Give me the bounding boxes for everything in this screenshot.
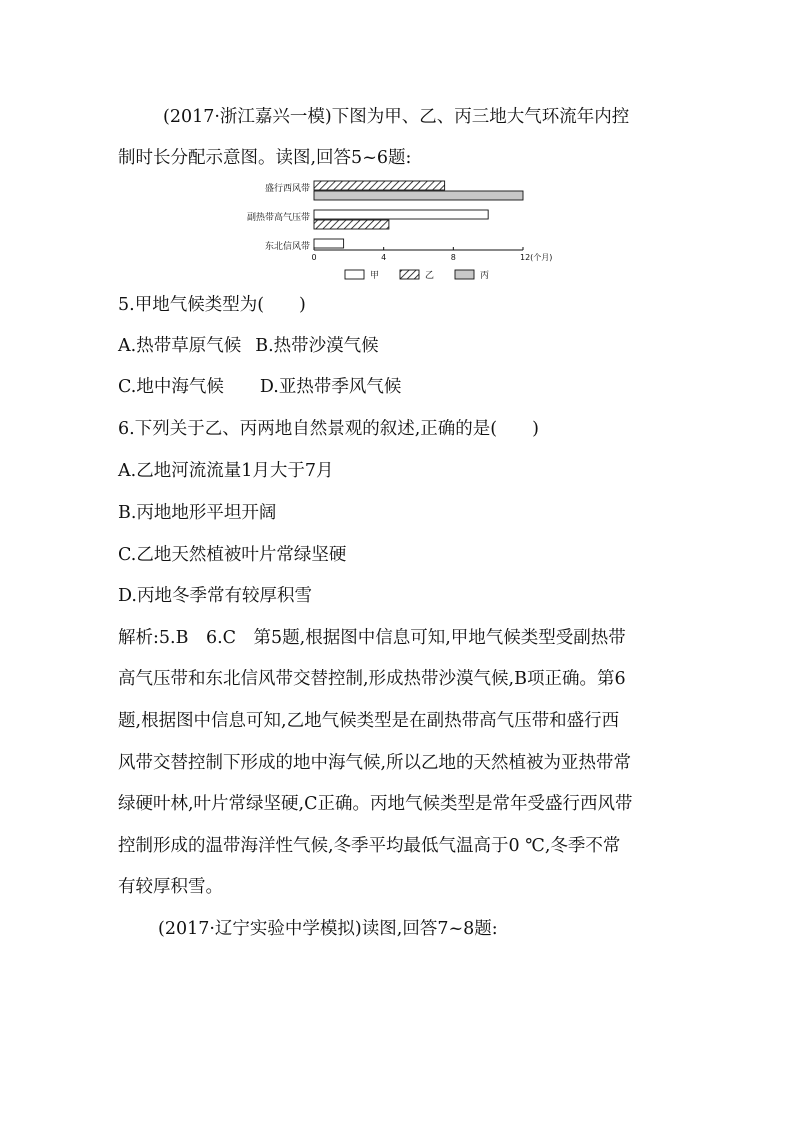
intro-line-1: (2017·浙江嘉兴一模)下图为甲、乙、丙三地大气环流年内控	[163, 107, 630, 127]
legend-swatch-乙	[400, 270, 419, 279]
legend-swatch-甲	[345, 270, 364, 279]
bar-丙-0	[314, 191, 523, 200]
legend-swatch-丙	[455, 270, 474, 279]
analysis-line-2: 高气压带和东北信风带交替控制,形成热带沙漠气候,B项正确。第6	[118, 669, 626, 689]
q5-option-d: D.亚热带季风气候	[259, 377, 402, 397]
legend-label: 丙	[480, 271, 490, 281]
bar-甲-2	[314, 239, 344, 248]
analysis-line-4: 风带交替控制下形成的地中海气候,所以乙地的天然植被为亚热带常	[118, 753, 632, 773]
analysis-line-3: 题,根据图中信息可知,乙地气候类型是在副热带高气压带和盛行西	[118, 711, 620, 731]
q6-option-b: B.丙地地形平坦开阔	[118, 503, 277, 523]
q5-option-c-d	[118, 376, 401, 398]
q6-option-c: C.乙地天然植被叶片常绿坚硬	[118, 545, 347, 565]
analysis-line-5: 绿硬叶林,叶片常绿坚硬,C正确。丙地气候类型是常年受盛行西风带	[118, 794, 633, 814]
category-label: 东北信风带	[264, 242, 310, 252]
climate-control-bar-chart	[246, 176, 555, 288]
legend-label: 乙	[425, 271, 435, 281]
analysis-line-1: 解析:5.B 6.C 第5题,根据图中信息可知,甲地气候类型受副热带	[118, 628, 626, 648]
analysis-line-7: 有较厚积雪。	[118, 877, 223, 897]
x-tick-label: 0	[311, 253, 317, 262]
category-label: 副热带高气压带	[246, 213, 310, 223]
q5-option-b: B.热带沙漠气候	[255, 336, 379, 356]
q5-stem: 5.甲地气候类型为( )	[118, 295, 306, 315]
bar-甲-1	[314, 210, 488, 219]
intro-line-2: 制时长分配示意图。读图,回答5~6题:	[118, 148, 412, 168]
q5-option-c: C.地中海气候	[118, 377, 224, 397]
q5-option-a-b	[118, 335, 379, 357]
legend-label: 甲	[370, 271, 380, 281]
q6-stem: 6.下列关于乙、丙两地自然景观的叙述,正确的是( )	[118, 419, 539, 439]
next-question-intro: (2017·辽宁实验中学模拟)读图,回答7~8题:	[158, 919, 498, 939]
q6-option-a: A.乙地河流流量1月大于7月	[118, 461, 334, 481]
x-tick-label: 4	[381, 253, 387, 262]
x-tick-label: 12(个月)	[520, 253, 553, 262]
category-label: 盛行西风带	[264, 184, 310, 194]
analysis-line-6: 控制形成的温带海洋性气候,冬季平均最低气温高于0 ℃,冬季不常	[118, 836, 621, 856]
q6-option-d: D.丙地冬季常有较厚积雪	[118, 586, 312, 606]
q5-option-a: A.热带草原气候	[118, 336, 242, 356]
bar-乙-0	[314, 181, 445, 190]
x-tick-label: 8	[450, 253, 456, 262]
bar-乙-1	[314, 220, 389, 229]
